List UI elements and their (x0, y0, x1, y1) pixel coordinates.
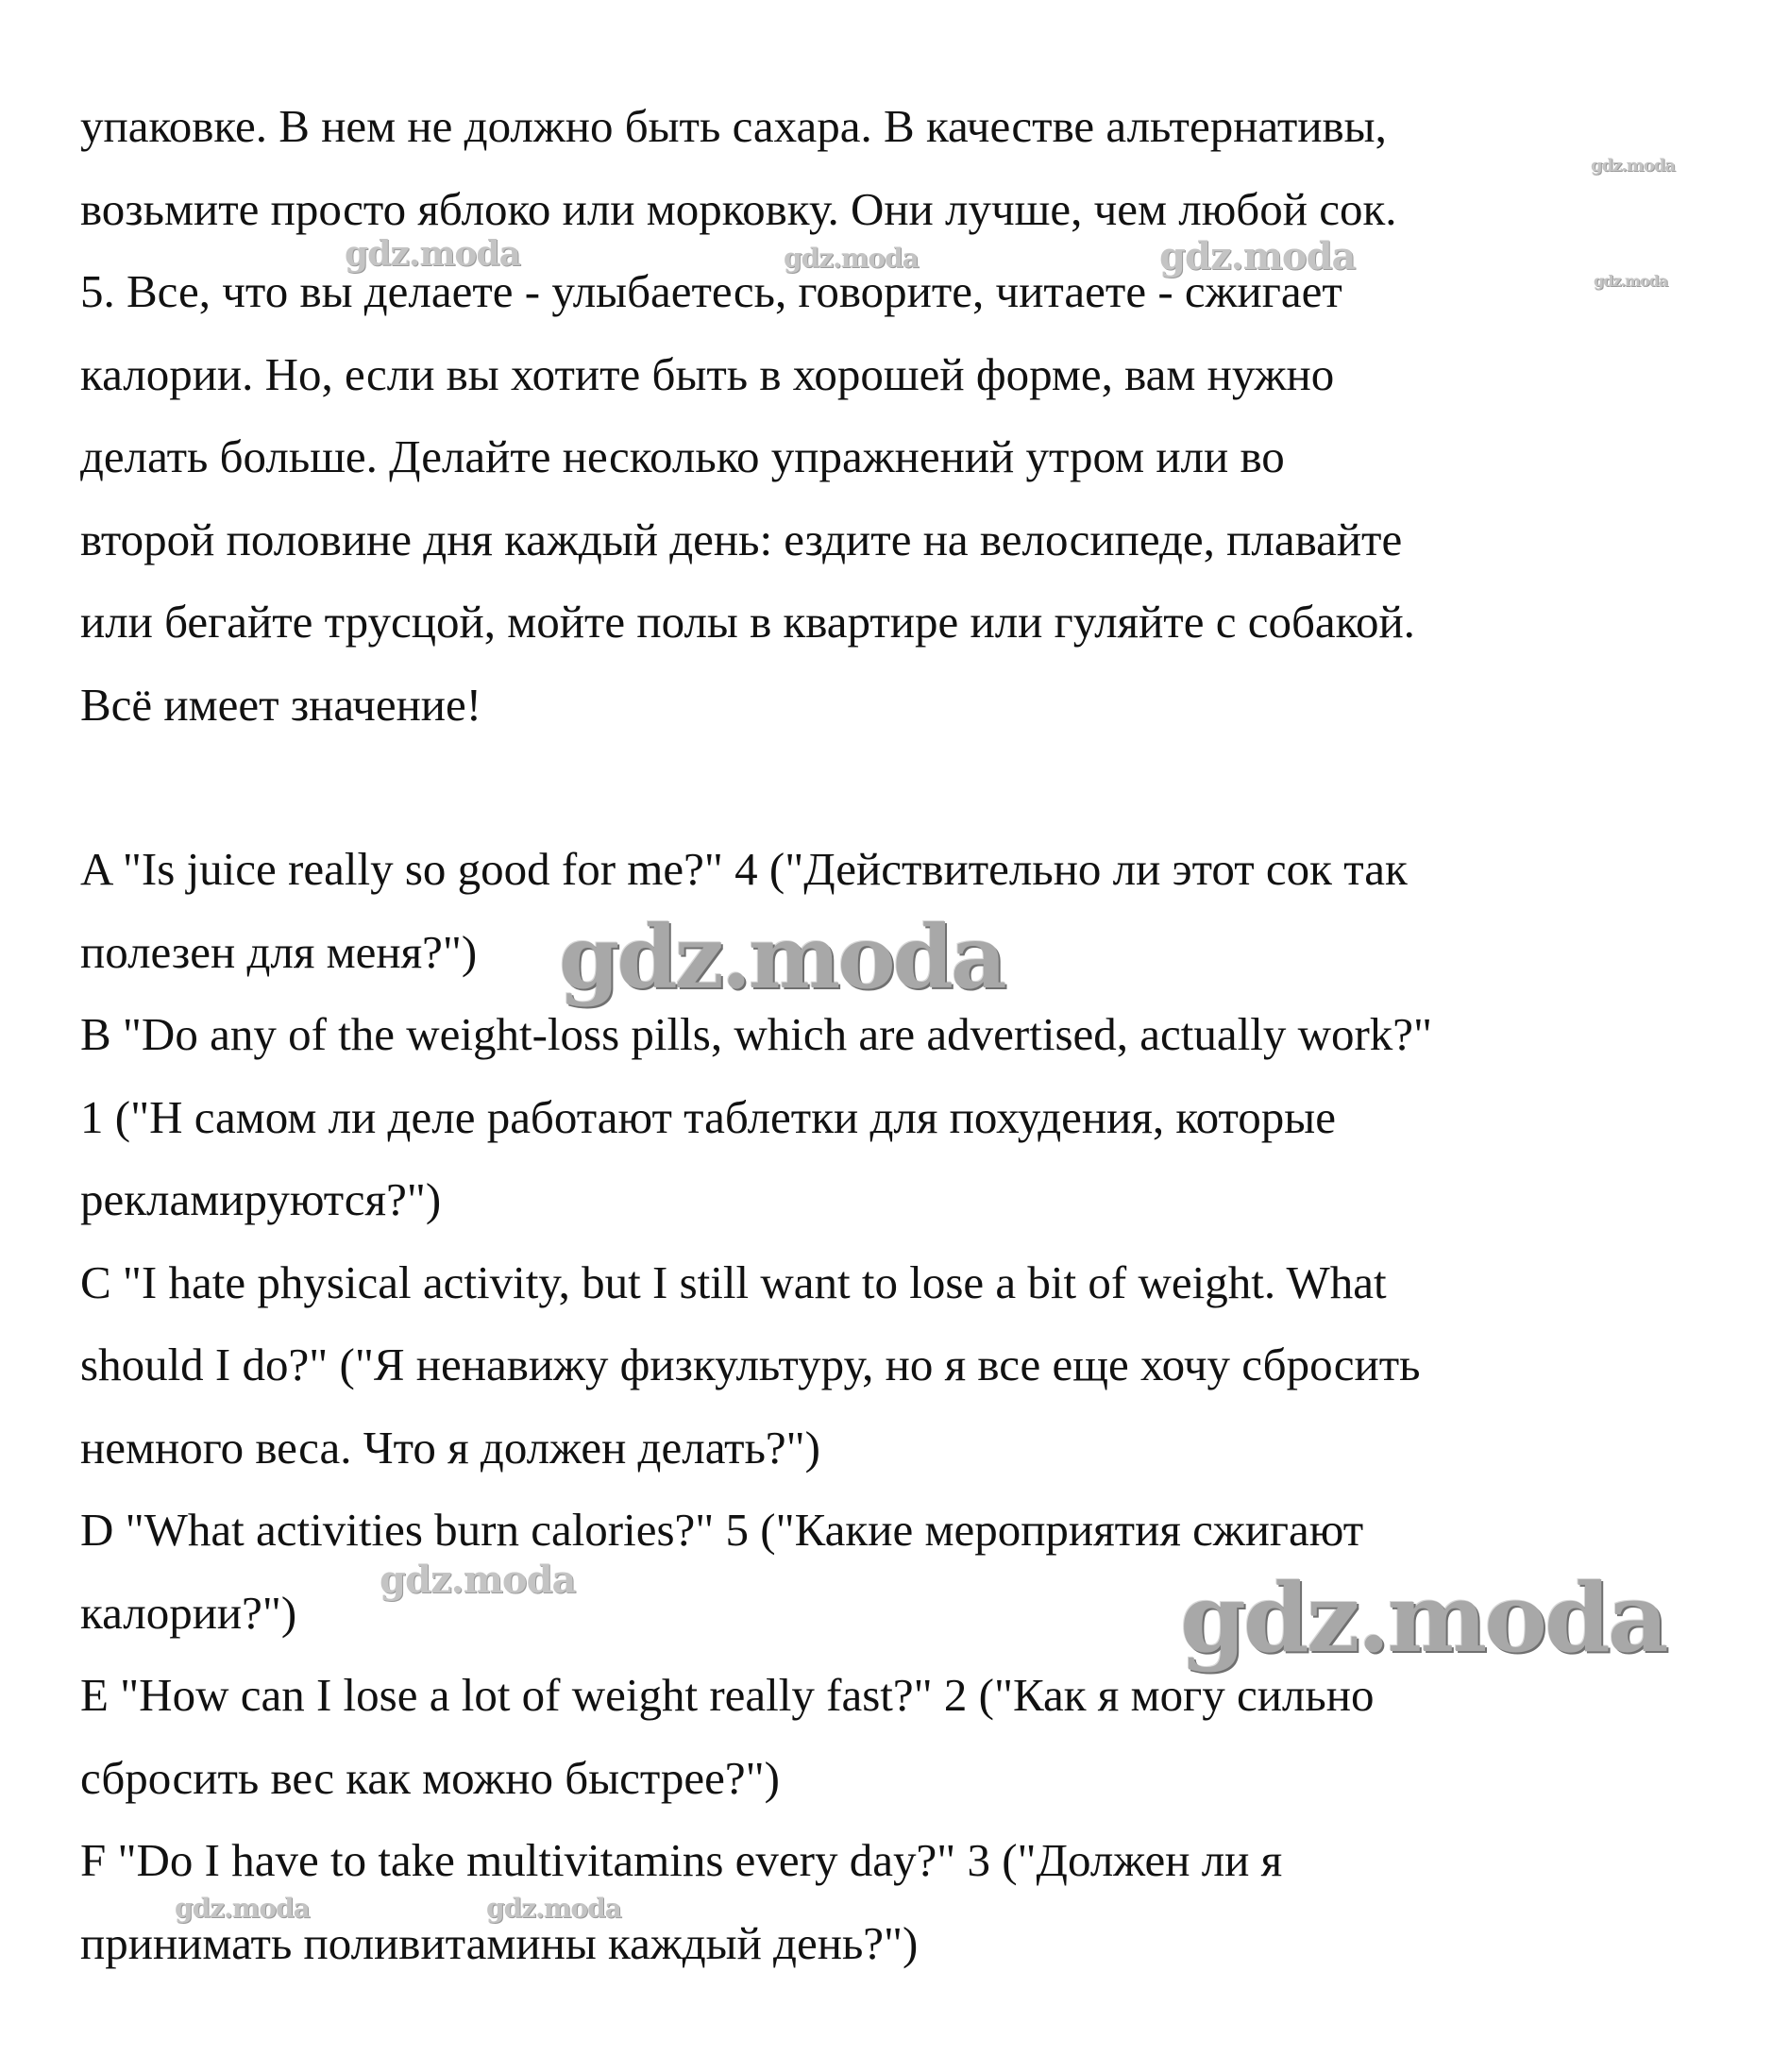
paragraph-line: возьмите просто яблоко или морковку. Они лучше, чем любой сок. (80, 182, 1397, 235)
answer-line: 1 ("Н самом ли деле работают таблетки для похудения, которые (80, 1090, 1336, 1143)
watermark: gdz.moda (1180, 1562, 1666, 1674)
answer-line: F "Do I have to take multivitamins every day?" 3 ("Должен ли я (80, 1834, 1283, 1886)
answer-line: should I do?" ("Я ненавижу физкультуру, но я все еще хочу сбросить (80, 1339, 1421, 1390)
paragraph-line: или бегайте трусцой, мойте полы в квартире или гуляйте с собакой. (80, 596, 1415, 648)
watermark: gdz.moda (559, 906, 1004, 1008)
answer-line: A "Is juice really so good for me?" 4 ("Действительно ли этот сок так (80, 843, 1408, 895)
section-gap (80, 746, 1723, 828)
watermark: gdz.moda (1591, 156, 1675, 176)
paragraph-line: 5. Все, что вы делаете - улыбаетесь, говорите, читаете - сжигает (80, 265, 1342, 317)
answer-line: немного веса. Что я должен делать?") (80, 1421, 820, 1474)
paragraph-line: второй половине дня каждый день: ездите на велосипеде, плавайте (80, 513, 1403, 565)
watermark: gdz.moda (1159, 234, 1356, 278)
answer-line: B "Do any of the weight-loss pills, which are advertised, actually work?" (80, 1008, 1433, 1060)
paragraph-line: упаковке. В нем не должно быть сахара. В качестве альтернативы, (80, 100, 1387, 152)
paragraph-line: калории. Но, если вы хотите быть в хорошей форме, вам нужно (80, 347, 1335, 400)
answer-line: сбросить вес как можно быстрее?") (80, 1751, 780, 1804)
answer-line: E "How can I lose a lot of weight really fast?" 2 ("Как я могу сильно (80, 1669, 1375, 1721)
document-body (80, 85, 1723, 1984)
answer-line: калории?") (80, 1586, 297, 1639)
paragraph-line: делать больше. Делайте несколько упражнений утром или во (80, 430, 1285, 482)
watermark: gdz.moda (784, 243, 919, 274)
watermark: gdz.moda (345, 234, 520, 274)
answer-line: принимать поливитамины каждый день?") (80, 1916, 919, 1969)
watermark: gdz.moda (486, 1893, 621, 1924)
answer-line: полезен для меня?") (80, 925, 478, 978)
answer-line: C "I hate physical activity, but I still want to lose a bit of weight. What (80, 1255, 1387, 1308)
answer-line: D "What activities burn calories?" 5 ("Какие мероприятия сжигают (80, 1504, 1364, 1556)
watermark: gdz.moda (175, 1893, 310, 1924)
paragraph-line: Всё имеет значение! (80, 678, 482, 731)
answer-line: рекламируются?") (80, 1173, 442, 1225)
watermark: gdz.moda (1594, 272, 1668, 290)
watermark: gdz.moda (380, 1558, 576, 1602)
